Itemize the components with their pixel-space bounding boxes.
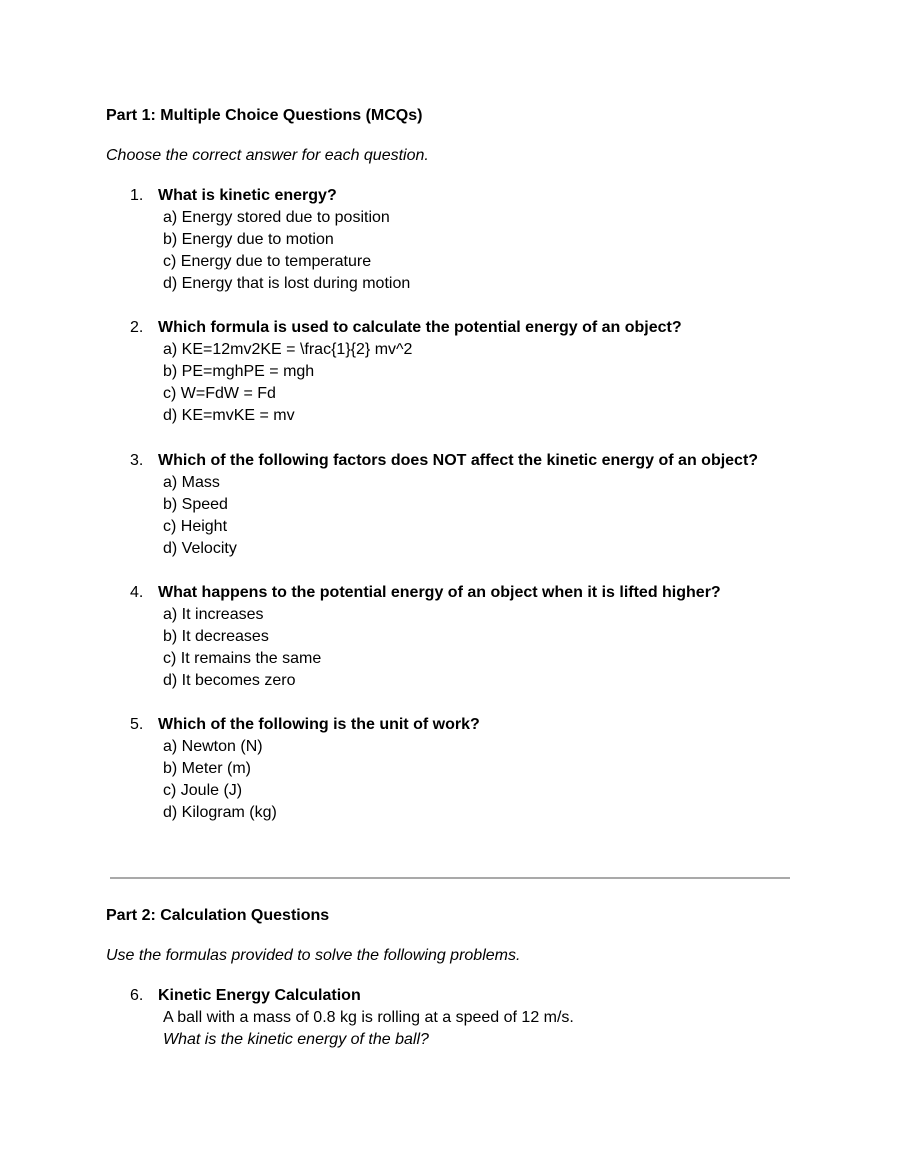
option-a: a) KE=12mv2KE = \frac{1}{2} mv^2 <box>163 341 413 358</box>
option-d: d) Energy that is lost during motion <box>163 275 411 292</box>
mcq-question-3 <box>130 450 850 560</box>
question-text: What is kinetic energy? <box>158 187 337 204</box>
option-c: c) It remains the same <box>163 650 322 667</box>
option-list <box>130 736 850 824</box>
question-ask: What is the kinetic energy of the ball? <box>163 1031 429 1048</box>
option-a: a) Newton (N) <box>163 738 263 755</box>
question-text: What happens to the potential energy of an object when it is lifted higher? <box>158 584 721 601</box>
option-list <box>130 604 850 692</box>
question-number: 2. <box>130 319 144 336</box>
part2-heading: Part 2: Calculation Questions <box>106 907 330 924</box>
question-number: 4. <box>130 584 144 601</box>
option-c: c) W=FdW = Fd <box>163 385 276 402</box>
option-d: d) KE=mvKE = mv <box>163 407 295 424</box>
question-text: Which formula is used to calculate the potential energy of an object? <box>158 319 682 336</box>
option-b: b) PE=mghPE = mgh <box>163 363 315 380</box>
option-b: b) Speed <box>163 496 228 513</box>
question-text: Which of the following factors does NOT affect the kinetic energy of an object? <box>158 452 759 469</box>
option-c: c) Height <box>163 518 228 535</box>
option-a: a) Energy stored due to position <box>163 209 390 226</box>
option-list <box>130 339 850 427</box>
question-text: Which of the following is the unit of work? <box>158 716 480 733</box>
option-list <box>130 472 850 560</box>
mcq-question-5 <box>130 714 850 824</box>
part1-instruction: Choose the correct answer for each question. <box>106 147 429 164</box>
question-statement: A ball with a mass of 0.8 kg is rolling at a speed of 12 m/s. <box>163 1009 574 1026</box>
option-b: b) Meter (m) <box>163 760 251 777</box>
question-number: 5. <box>130 716 144 733</box>
option-b: b) Energy due to motion <box>163 231 334 248</box>
part1-heading: Part 1: Multiple Choice Questions (MCQs) <box>106 107 423 124</box>
question-title: Kinetic Energy Calculation <box>158 987 361 1004</box>
mcq-question-4 <box>130 582 850 692</box>
option-d: d) It becomes zero <box>163 672 296 689</box>
option-b: b) It decreases <box>163 628 269 645</box>
option-c: c) Energy due to temperature <box>163 253 372 270</box>
part2-instruction: Use the formulas provided to solve the following problems. <box>106 947 521 964</box>
option-c: c) Joule (J) <box>163 782 243 799</box>
question-number: 6. <box>130 987 144 1004</box>
option-d: d) Kilogram (kg) <box>163 804 277 821</box>
mcq-question-2 <box>130 317 850 427</box>
option-a: a) Mass <box>163 474 220 491</box>
option-d: d) Velocity <box>163 540 237 557</box>
option-list <box>130 207 850 295</box>
question-number: 3. <box>130 452 144 469</box>
mcq-question-1 <box>130 185 850 295</box>
option-a: a) It increases <box>163 606 264 623</box>
calc-question-6 <box>130 985 850 1051</box>
section-divider <box>110 877 790 879</box>
question-number: 1. <box>130 187 144 204</box>
